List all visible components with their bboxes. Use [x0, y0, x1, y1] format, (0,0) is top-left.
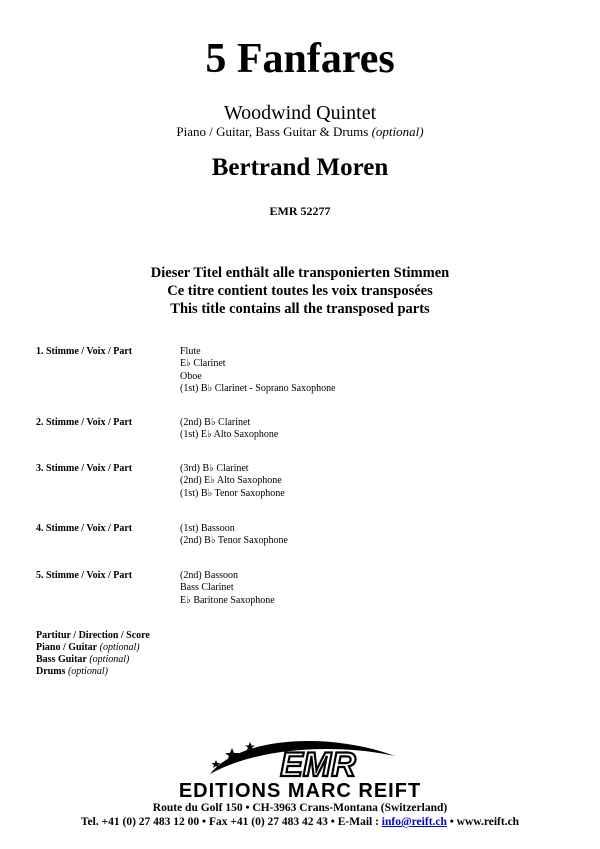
catalog-number: EMR 52277	[269, 204, 331, 218]
part-instruments	[180, 463, 285, 500]
composer-name: Bertrand Moren	[211, 154, 389, 181]
instrument-item: Flute	[180, 346, 201, 357]
extra-part	[36, 666, 150, 678]
extra-part-name: Drums	[36, 666, 66, 677]
part-instruments	[180, 570, 275, 607]
instrument-item: (3rd) B♭ Clarinet	[180, 463, 249, 474]
extra-part-name: Bass Guitar	[36, 654, 87, 665]
extra-part-note: (optional)	[99, 642, 140, 653]
extra-part	[36, 630, 150, 642]
ensemble-subtitle: Woodwind Quintet	[223, 102, 377, 124]
publisher-name: EDITIONS MARC REIFT	[178, 780, 422, 802]
notice-english: This title contains all the transposed parts	[170, 301, 430, 317]
additional-parts-list	[36, 630, 150, 678]
instrument-item: (1st) Bassoon	[180, 523, 235, 534]
instrument-item: E♭ Clarinet	[180, 358, 226, 370]
instrument-item: Oboe	[180, 370, 202, 382]
instrument-item: E♭ Baritone Saxophone	[180, 594, 275, 606]
instrument-item: (1st) E♭ Alto Saxophone	[180, 429, 279, 441]
instrumentation-line	[0, 124, 600, 140]
extra-part	[36, 654, 150, 666]
notice-german: Dieser Titel enthält alle transponierten Stimmen	[150, 265, 450, 281]
email-link[interactable]: info@reift.ch	[381, 816, 447, 828]
part-label: 4. Stimme / Voix / Part	[36, 523, 133, 534]
instrumentation-optional: (optional)	[371, 124, 424, 139]
transposed-parts-notice	[0, 264, 600, 318]
logo-lettering: EMR	[280, 746, 356, 784]
instrument-item: (1st) B♭ Clarinet - Soprano Saxophone	[180, 382, 336, 394]
instrument-item: (2nd) B♭ Clarinet	[180, 417, 251, 428]
page-title: 5 Fanfares	[205, 36, 395, 82]
part-instruments	[180, 346, 336, 395]
publisher-contact	[0, 815, 600, 829]
contact-website: • www.reift.ch	[446, 816, 520, 828]
notice-french: Ce titre contient toutes les voix transposées	[167, 283, 433, 299]
extra-part-note: (optional)	[67, 666, 108, 677]
instrument-item: Bass Clarinet	[180, 582, 234, 594]
extra-part-note: (optional)	[89, 654, 130, 665]
part-label: 1. Stimme / Voix / Part	[36, 346, 133, 357]
instrumentation-main: Piano / Guitar, Bass Guitar & Drums	[176, 124, 369, 139]
part-label: 2. Stimme / Voix / Part	[36, 417, 133, 428]
part-instruments	[180, 523, 288, 548]
part-label: 5. Stimme / Voix / Part	[36, 570, 133, 581]
instrument-item: (2nd) Bassoon	[180, 570, 239, 581]
instrument-item: (2nd) E♭ Alto Saxophone	[180, 475, 282, 487]
extra-part-name: Piano / Guitar	[36, 642, 98, 653]
instrument-item: (2nd) B♭ Tenor Saxophone	[180, 535, 288, 547]
extra-part	[36, 642, 150, 654]
publisher-address: Route du Golf 150 • CH-3963 Crans-Montana (Switzerland)	[152, 802, 448, 814]
part-label: 3. Stimme / Voix / Part	[36, 463, 133, 474]
extra-part-name: Partitur / Direction / Score	[36, 630, 150, 641]
contact-phone-fax: Tel. +41 (0) 27 483 12 00 • Fax +41 (0) 27 483 42 43 • E-Mail :	[80, 816, 382, 828]
part-instruments	[180, 417, 278, 442]
instrument-item: (1st) B♭ Tenor Saxophone	[180, 487, 285, 499]
